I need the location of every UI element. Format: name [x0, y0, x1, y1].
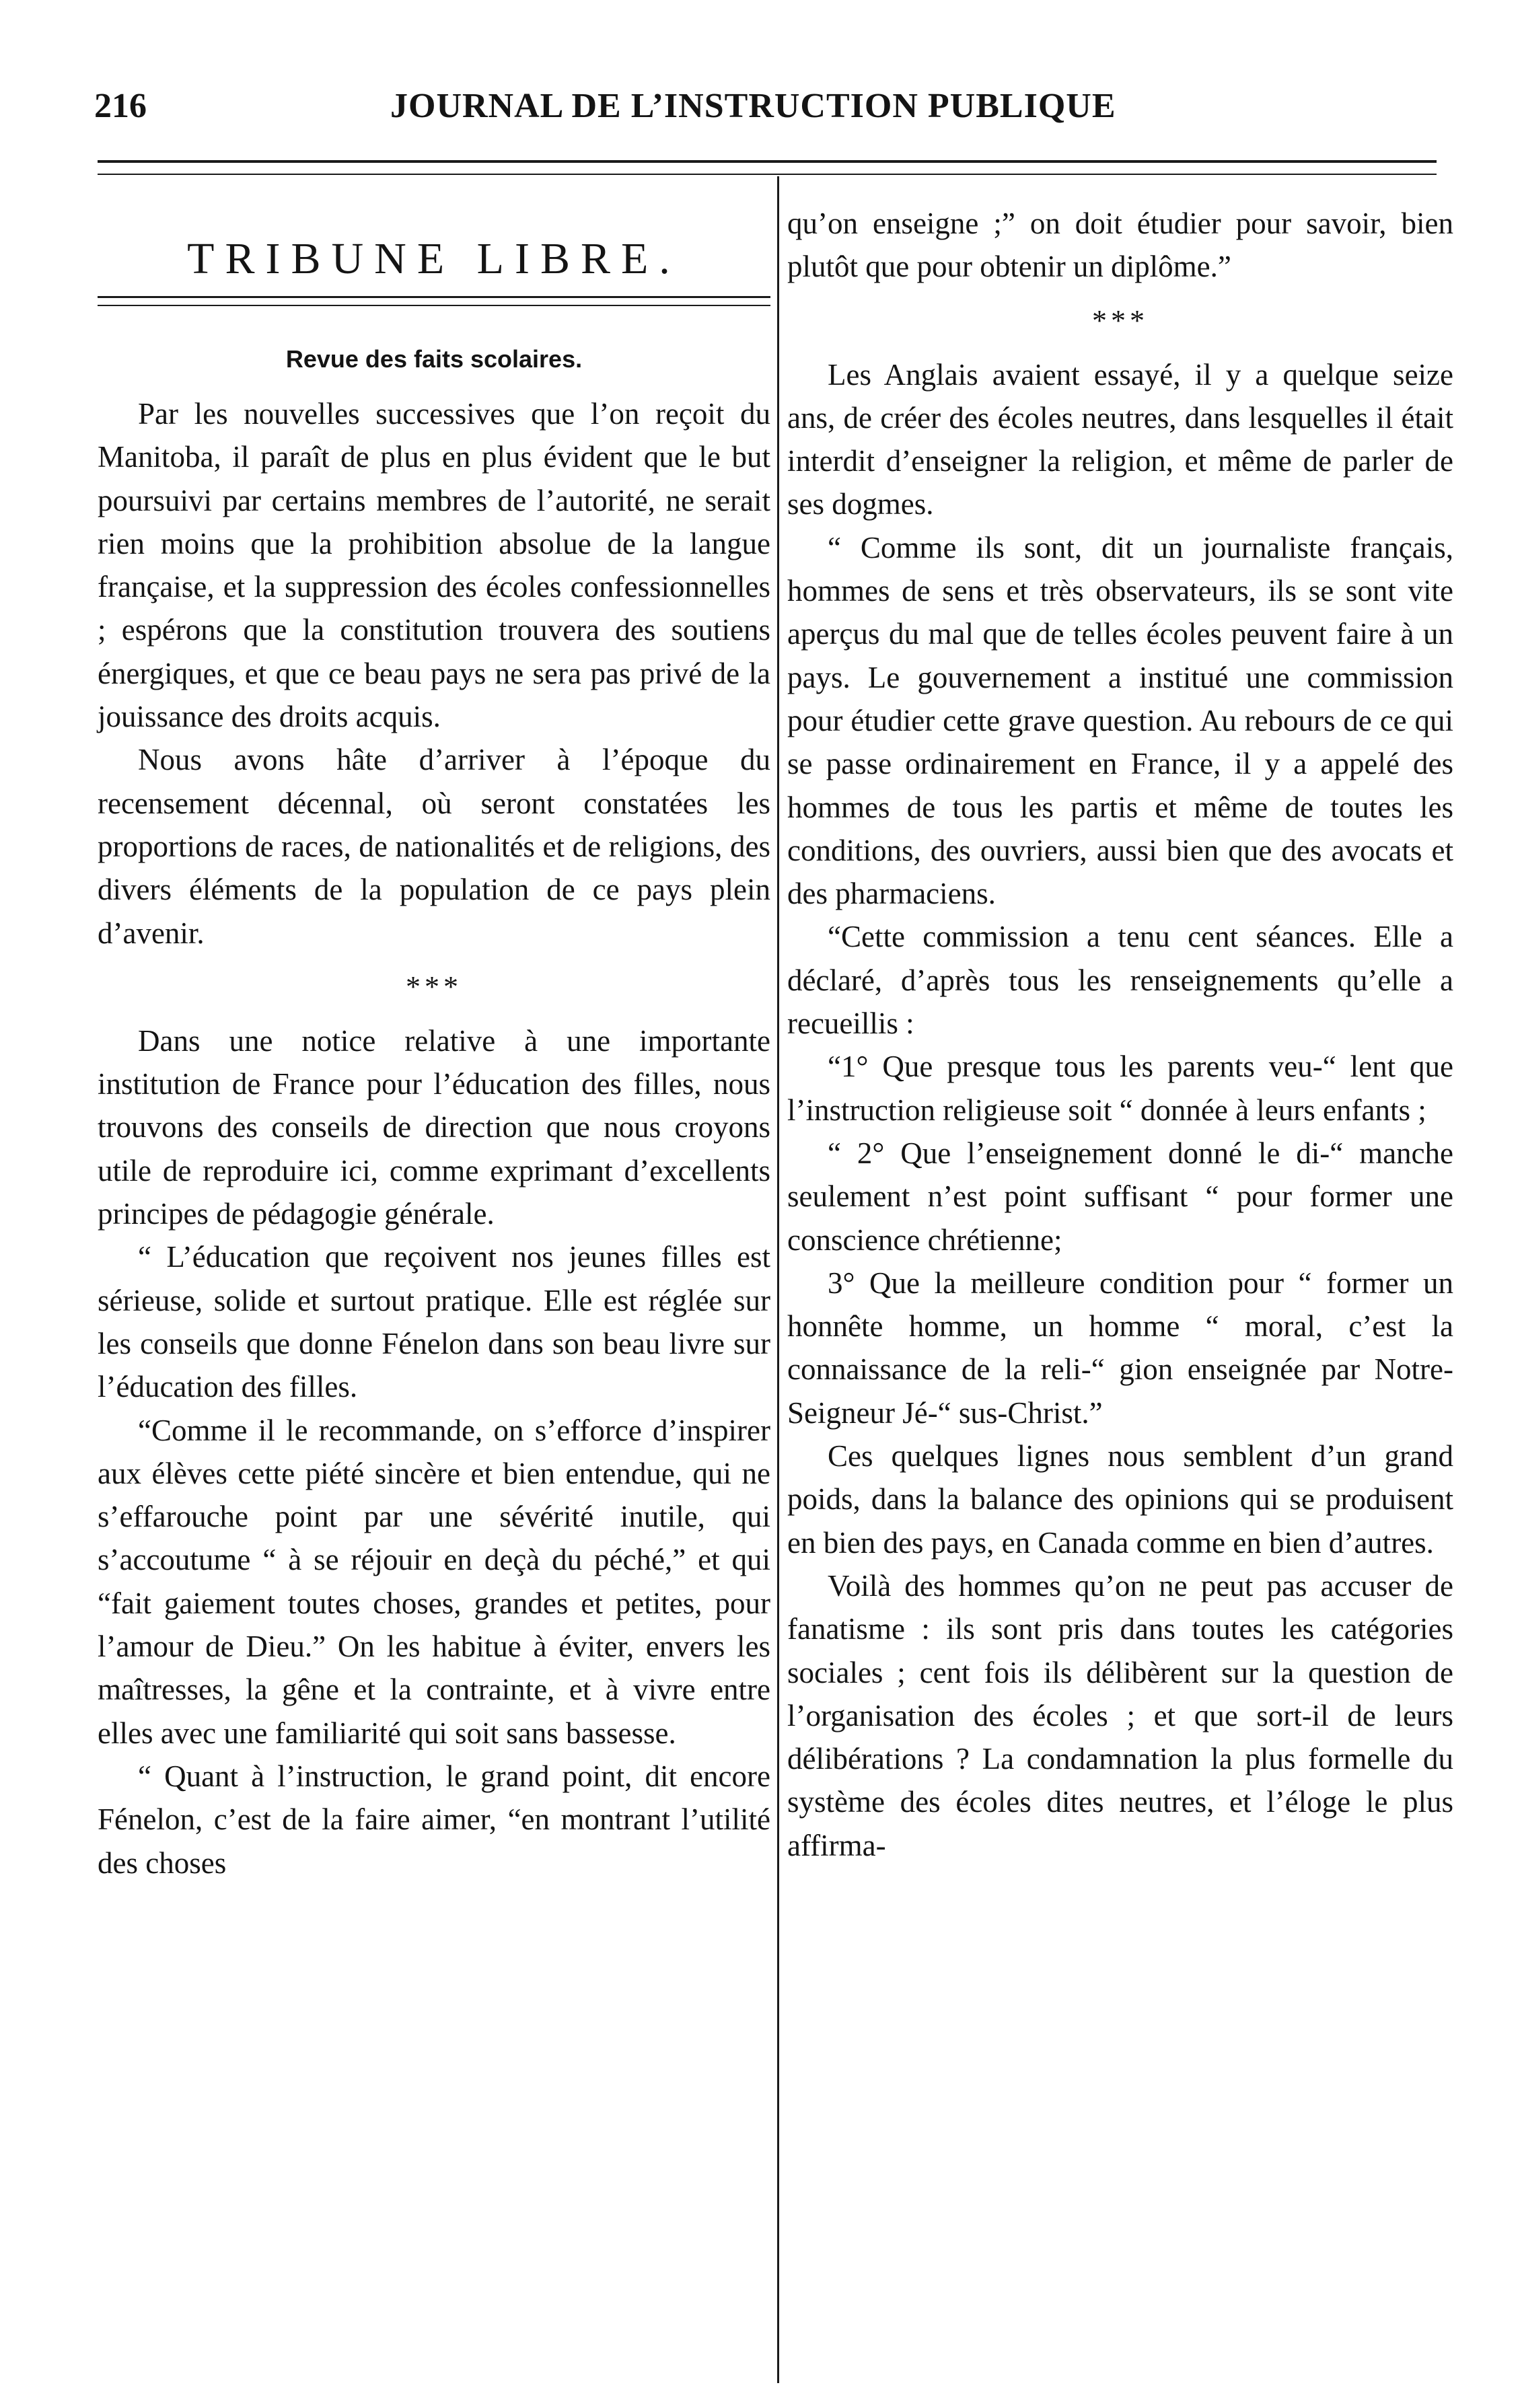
asterism-right: ***: [1092, 303, 1149, 337]
left-paragraph-6: “ Quant à l’instruction, le grand point, dit encore Fénelon, c’est de la faire aimer, “en montrant l’utilité des choses: [98, 1759, 770, 1880]
header-rule-thick: [98, 160, 1437, 163]
left-paragraph-3: Dans une notice relative à une importante institution de France pour l’éducation des filles, nous trouvons des conseils de direction que nous croyons utile de reproduire ici, comme exprimant d’excellents principes de pédagogie générale.: [98, 1023, 770, 1231]
right-paragraph-6: 3° Que la meilleure condition pour “ former un honnête homme, un homme “ moral, c’est la connaissance de la reli-“ gion enseignée par Notre-Seigneur Jé-“ sus-Christ.”: [787, 1266, 1453, 1430]
right-continuation: qu’on enseigne ;” on doit étudier pour savoir, bien plutôt que pour obtenir un diplôme.”: [787, 207, 1453, 284]
left-paragraph-5: “Comme il le recommande, on s’efforce d’inspirer aux élèves cette piété sincère et bien entendue, qui ne s’effarouche point par une sévérité inutile, qui s’accoutume “ à se réjouir en deçà du péché,” et qui “fait gaiement toutes choses, grandes et petites, pour l’amour de Dieu.” On les habitue à éviter, envers les maîtresses, la gêne et la contrainte, et à vivre entre elles avec une familiarité qui soit sans bassesse.: [98, 1413, 770, 1750]
left-paragraph-4: “ L’éducation que reçoivent nos jeunes filles est sérieuse, solide et surtout pratique. Elle est réglée sur les conseils que donne Fénelon dans son beau livre sur l’éducation des filles.: [98, 1240, 770, 1404]
right-paragraph-5: “ 2° Que l’enseignement donné le di-“ manche seulement n’est point suffisant “ pour former une conscience chrétienne;: [787, 1136, 1453, 1257]
right-paragraph-3: “Cette commission a tenu cent séances. Elle a déclaré, d’après tous les renseignements qu’elle a recueillis :: [787, 920, 1453, 1041]
left-paragraph-1: Par les nouvelles successives que l’on reçoit du Manitoba, il paraît de plus en plus évident que le but poursuivi par certains membres de l’autorité, ne serait rien moins que la prohibition absolue de la langue française, et la suppression des écoles confessionnelles ; espérons que la constitution trouvera des soutiens énergiques, et que ce beau pays ne sera pas privé de la jouissance des droits acquis.: [98, 397, 770, 734]
right-paragraph-8: Voilà des hommes qu’on ne peut pas accuser de fanatisme : ils sont pris dans toutes les catégories sociales ; cent fois ils délibèrent sur la question de l’organisation des écoles ; et que sort-il de leurs délibérations ? La condamnation la plus formelle du système des écoles dites neutres, et l’éloge le plus affirma-: [787, 1568, 1453, 1862]
left-column: [98, 222, 770, 1885]
left-paragraph-2: Nous avons hâte d’arriver à l’époque du recensement décennal, où seront constatées les proportions de races, de nationalités et de religions, des divers éléments de la population de ce pays plein d’avenir.: [98, 743, 770, 950]
right-column: [787, 202, 1453, 1867]
right-paragraph-7: Ces quelques lignes nous semblent d’un grand poids, dans la balance des opinions qui se produisent en bien des pays, en Canada comme en bien d’autres.: [787, 1439, 1453, 1560]
right-paragraph-2: “ Comme ils sont, dit un journaliste français, hommes de sens et très observateurs, ils se sont vite aperçus du mal que de telles écoles peuvent faire à un pays. Le gouvernement a institué une commission pour étudier cette grave question. Au rebours de ce qui se passe ordinairement en France, il y a appelé des hommes de tous les partis et même de toutes les conditions, des ouvriers, aussi bien que des avocats et des pharmaciens.: [787, 530, 1453, 911]
header-rule-thin: [98, 174, 1437, 175]
running-title: JOURNAL DE L’INSTRUCTION PUBLIQUE: [390, 87, 1116, 125]
right-paragraph-1: Les Anglais avaient essayé, il y a quelque seize ans, de créer des écoles neutres, dans lesquelles il était interdit d’enseigner la religion, et même de parler de ses dogmes.: [787, 357, 1453, 521]
article-subhead: Revue des faits scolaires.: [285, 345, 583, 373]
right-paragraph-4: “1° Que presque tous les parents veu-“ lent que l’instruction religieuse soit “ donnée à leurs enfants ;: [787, 1050, 1453, 1127]
page-header: [94, 86, 1426, 133]
section-title: TRIBUNE LIBRE.: [187, 234, 681, 283]
column-divider: [777, 176, 779, 2383]
section-title-rule: [98, 296, 770, 306]
asterism-left: ***: [406, 970, 462, 1003]
page-number: 216: [94, 87, 147, 125]
